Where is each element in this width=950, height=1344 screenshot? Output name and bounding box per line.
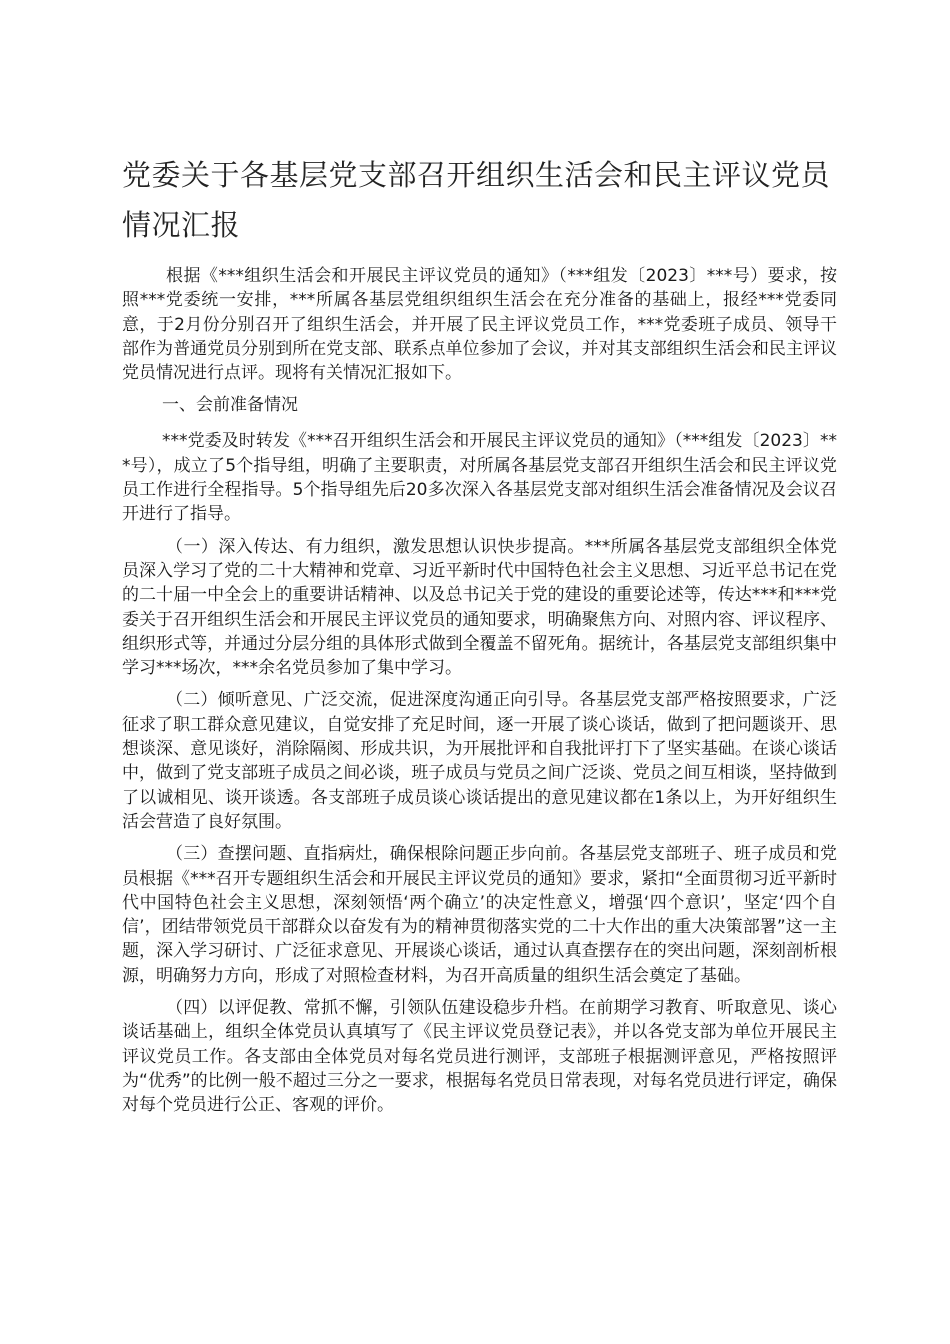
paragraph-item-3: （三）查摆问题、直指病灶，确保根除问题正步向前。各基层党支部班子、班子成员和党员根据《***召开专题组织生活会和开展民主评议党员的通知》要求，紧扣“全面贯彻习近平新时代中国特色社会主义思想，深刻领悟‘两个确立’的决定性意义，增强‘四个意识’，坚定‘四个自信’，团结带领党员干部群众以奋发有为的精神贯彻落实党的二十大作出的重大决策部署”这一主题，深入学习研讨、广泛征求意见、开展谈心谈话，通过认真查摆存在的突出问题，深刻剖析根源，明确努力方向，形成了对照检查材料，为召开高质量的组织生活会奠定了基础。 — [122, 844, 837, 986]
paragraph-item-4: （四）以评促教、常抓不懈，引领队伍建设稳步升档。在前期学习教育、听取意见、谈心谈话基础上，组织全体党员认真填写了《民主评议党员登记表》，并以各党支部为单位开展民主评议党员工作。各支部由全体党员对每名党员进行测评，支部班子根据测评意见，严格按照评为“优秀”的比例一般不超过三分之一要求，根据每名党员日常表现，对每名党员进行评定，确保对每个党员进行公正、客观的评价。 — [122, 998, 837, 1116]
paragraph-guidance: ***党委及时转发《***召开组织生活会和开展民主评议党员的通知》（***组发〔2023〕***号），成立了5个指导组，明确了主要职责，对所属各基层党支部召开组织生活会和民主评议党员工作进行全程指导。5个指导组先后20多次深入各基层党支部对组织生活会准备情况及会议召开进行了指导。 — [122, 431, 837, 525]
paragraph-item-1: （一）深入传达、有力组织，激发思想认识快步提高。***所属各基层党支部组织全体党员深入学习了党的二十大精神和党章、习近平新时代中国特色社会主义思想、习近平总书记在党的二十届一中全会上的重要讲话精神、以及总书记关于党的建设的重要论述等，传达***和***党委关于召开组织生活会和开展民主评议党员的通知要求，明确聚焦方向、对照内容、评议程序、组织形式等，并通过分层分组的具体形式做到全覆盖不留死角。据统计，各基层党支部组织集中学习***场次，***余名党员参加了集中学习。 — [122, 536, 837, 679]
section-heading-1: 一、会前准备情况 — [162, 395, 298, 416]
document-title: 党委关于各基层党支部召开组织生活会和民主评议党员情况汇报 — [122, 158, 831, 242]
paragraph-intro: 根据《***组织生活会和开展民主评议党员的通知》（***组发〔2023〕***号）要求，按照***党委统一安排，***所属各基层党组织组织生活会在充分准备的基础上，报经***党委同意，于2月份分别召开了组织生活会，并开展了民主评议党员工作，***党委班子成员、领导干部作为普通党员分别到所在党支部、联系点单位参加了会议，并对其支部组织生活会和民主评议党员情况进行点评。现将有关情况汇报如下。 — [122, 266, 837, 384]
paragraph-item-2: （二）倾听意见、广泛交流，促进深度沟通正向引导。各基层党支部严格按照要求，广泛征求了职工群众意见建议，自觉安排了充足时间，逐一开展了谈心谈话，做到了把问题谈开、思想谈深、意见谈好，消除隔阂、形成共识，为开展批评和自我批评打下了坚实基础。在谈心谈话中，做到了党支部班子成员之间必谈，班子成员与党员之间广泛谈、党员之间互相谈，坚持做到了以诚相见、谈开谈透。各支部班子成员谈心谈话提出的意见建议都在1条以上，为开好组织生活会营造了良好氛围。 — [122, 690, 837, 832]
document-page — [122, 150, 837, 1126]
